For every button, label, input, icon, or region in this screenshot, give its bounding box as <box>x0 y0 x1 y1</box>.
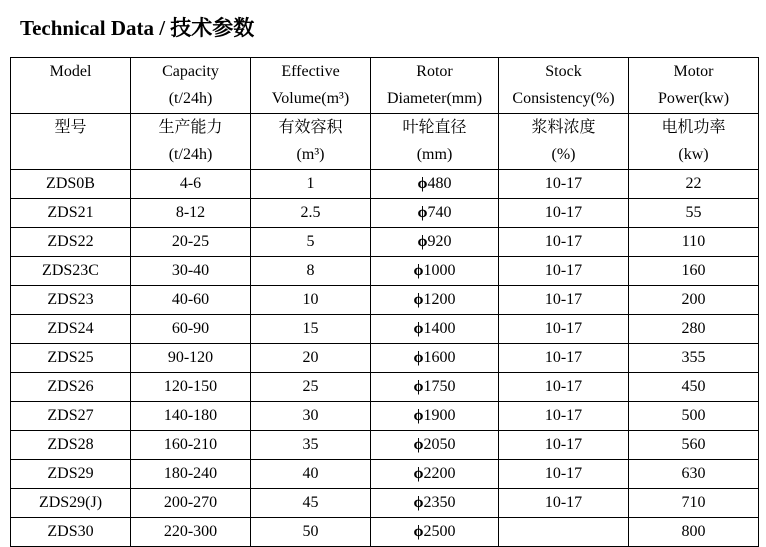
cell-volume: 20 <box>251 344 371 373</box>
table-row <box>11 199 759 228</box>
cell-capacity: 30-40 <box>131 257 251 286</box>
page-title: Technical Data / 技术参数 <box>20 16 255 40</box>
diameter-value: 920 <box>427 233 452 250</box>
cell-model: ZDS26 <box>11 373 131 402</box>
cell-model: ZDS29(J) <box>11 489 131 518</box>
cell-power: 710 <box>629 489 759 518</box>
cell-capacity: 90-120 <box>131 344 251 373</box>
cell-diameter <box>371 489 499 518</box>
diameter-symbol: ϕ <box>417 204 428 221</box>
cell-model: ZDS23C <box>11 257 131 286</box>
header-cell: 生产能力 (t/24h) <box>131 114 251 170</box>
diameter-symbol: ϕ <box>413 523 424 540</box>
cell-volume: 30 <box>251 402 371 431</box>
cell-model: ZDS21 <box>11 199 131 228</box>
header-cell: 电机功率 (kw) <box>629 114 759 170</box>
cell-power: 110 <box>629 228 759 257</box>
cell-power: 355 <box>629 344 759 373</box>
cell-diameter <box>371 344 499 373</box>
diameter-symbol: ϕ <box>413 349 424 366</box>
cell-diameter <box>371 199 499 228</box>
cell-consistency: 10-17 <box>499 315 629 344</box>
cell-capacity: 200-270 <box>131 489 251 518</box>
cell-diameter <box>371 228 499 257</box>
table-row <box>11 344 759 373</box>
cell-volume: 25 <box>251 373 371 402</box>
cell-power: 560 <box>629 431 759 460</box>
table-body <box>11 58 759 547</box>
cell-capacity: 120-150 <box>131 373 251 402</box>
cell-volume: 10 <box>251 286 371 315</box>
cell-diameter <box>371 257 499 286</box>
header-cell: 型号 <box>11 114 131 170</box>
cell-power: 160 <box>629 257 759 286</box>
table-row <box>11 286 759 315</box>
cell-model: ZDS24 <box>11 315 131 344</box>
cell-consistency <box>499 518 629 547</box>
diameter-symbol: ϕ <box>413 465 424 482</box>
table-row <box>11 315 759 344</box>
cell-consistency: 10-17 <box>499 170 629 199</box>
header-cell: 叶轮直径 (mm) <box>371 114 499 170</box>
diameter-value: 1400 <box>423 320 456 337</box>
cell-diameter <box>371 315 499 344</box>
header-cell: 有效容积 (m³) <box>251 114 371 170</box>
cell-diameter <box>371 402 499 431</box>
diameter-symbol: ϕ <box>417 233 428 250</box>
cell-capacity: 60-90 <box>131 315 251 344</box>
table-row <box>11 257 759 286</box>
cell-diameter <box>371 431 499 460</box>
diameter-value: 2050 <box>423 436 456 453</box>
cell-capacity: 140-180 <box>131 402 251 431</box>
diameter-value: 1200 <box>423 291 456 308</box>
cell-diameter <box>371 286 499 315</box>
table-row <box>11 170 759 199</box>
diameter-symbol: ϕ <box>413 436 424 453</box>
diameter-value: 1900 <box>423 407 456 424</box>
cell-diameter <box>371 170 499 199</box>
cell-capacity: 40-60 <box>131 286 251 315</box>
table-row <box>11 518 759 547</box>
table-row <box>11 373 759 402</box>
cell-volume: 50 <box>251 518 371 547</box>
diameter-value: 740 <box>427 204 452 221</box>
table-row <box>11 228 759 257</box>
cell-capacity: 160-210 <box>131 431 251 460</box>
cell-power: 500 <box>629 402 759 431</box>
cell-consistency: 10-17 <box>499 373 629 402</box>
cell-consistency: 10-17 <box>499 489 629 518</box>
diameter-value: 1600 <box>423 349 456 366</box>
table-row <box>11 460 759 489</box>
cell-power: 55 <box>629 199 759 228</box>
table-row <box>11 431 759 460</box>
cell-diameter <box>371 460 499 489</box>
header-cell: Stock Consistency(%) <box>499 58 629 114</box>
cell-consistency: 10-17 <box>499 228 629 257</box>
cell-power: 22 <box>629 170 759 199</box>
cell-consistency: 10-17 <box>499 344 629 373</box>
cell-model: ZDS25 <box>11 344 131 373</box>
cell-model: ZDS27 <box>11 402 131 431</box>
table-row <box>11 402 759 431</box>
cell-capacity: 20-25 <box>131 228 251 257</box>
header-cell: 浆料浓度 (%) <box>499 114 629 170</box>
cell-volume: 35 <box>251 431 371 460</box>
cell-consistency: 10-17 <box>499 286 629 315</box>
cell-model: ZDS0B <box>11 170 131 199</box>
cell-consistency: 10-17 <box>499 431 629 460</box>
cell-model: ZDS30 <box>11 518 131 547</box>
header-row-chinese <box>11 114 759 170</box>
cell-volume: 8 <box>251 257 371 286</box>
diameter-value: 2350 <box>423 494 456 511</box>
cell-capacity: 4-6 <box>131 170 251 199</box>
cell-diameter <box>371 518 499 547</box>
header-cell: Motor Power(kw) <box>629 58 759 114</box>
diameter-symbol: ϕ <box>413 378 424 395</box>
cell-volume: 45 <box>251 489 371 518</box>
cell-consistency: 10-17 <box>499 460 629 489</box>
diameter-symbol: ϕ <box>413 407 424 424</box>
diameter-symbol: ϕ <box>413 494 424 511</box>
diameter-value: 1750 <box>423 378 456 395</box>
diameter-symbol: ϕ <box>417 175 428 192</box>
diameter-value: 2200 <box>423 465 456 482</box>
diameter-value: 480 <box>427 175 452 192</box>
cell-power: 200 <box>629 286 759 315</box>
header-cell: Model <box>11 58 131 114</box>
cell-power: 800 <box>629 518 759 547</box>
technical-data-table <box>10 57 759 547</box>
cell-consistency: 10-17 <box>499 402 629 431</box>
table-row <box>11 489 759 518</box>
diameter-value: 2500 <box>423 523 456 540</box>
cell-consistency: 10-17 <box>499 257 629 286</box>
diameter-symbol: ϕ <box>413 291 424 308</box>
cell-volume: 15 <box>251 315 371 344</box>
cell-volume: 1 <box>251 170 371 199</box>
diameter-value: 1000 <box>423 262 456 279</box>
cell-model: ZDS29 <box>11 460 131 489</box>
cell-volume: 40 <box>251 460 371 489</box>
cell-capacity: 220-300 <box>131 518 251 547</box>
header-row-english <box>11 58 759 114</box>
cell-model: ZDS23 <box>11 286 131 315</box>
cell-capacity: 180-240 <box>131 460 251 489</box>
cell-model: ZDS28 <box>11 431 131 460</box>
header-cell: Capacity (t/24h) <box>131 58 251 114</box>
cell-model: ZDS22 <box>11 228 131 257</box>
cell-capacity: 8-12 <box>131 199 251 228</box>
cell-volume: 2.5 <box>251 199 371 228</box>
cell-volume: 5 <box>251 228 371 257</box>
header-cell: Rotor Diameter(mm) <box>371 58 499 114</box>
cell-diameter <box>371 373 499 402</box>
cell-power: 280 <box>629 315 759 344</box>
header-cell: Effective Volume(m³) <box>251 58 371 114</box>
cell-consistency: 10-17 <box>499 199 629 228</box>
cell-power: 630 <box>629 460 759 489</box>
diameter-symbol: ϕ <box>413 320 424 337</box>
cell-power: 450 <box>629 373 759 402</box>
diameter-symbol: ϕ <box>413 262 424 279</box>
